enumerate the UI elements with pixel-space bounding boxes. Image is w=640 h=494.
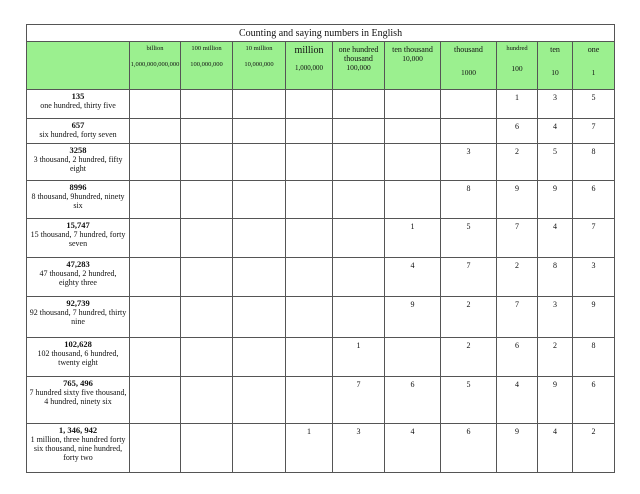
digit-cell: 3 <box>538 90 573 119</box>
digit-cell: 3 <box>441 144 497 181</box>
digit-cell <box>181 297 233 338</box>
row-label <box>27 424 130 473</box>
digit-cell <box>385 338 441 377</box>
digit-cell: 8 <box>538 258 573 297</box>
header-hundred: hundred 100 <box>497 42 538 90</box>
digit-cell <box>130 424 181 473</box>
digit-cell: 7 <box>573 219 615 258</box>
row-words: 7 hundred sixty five thousand, 4 hundred, ninety six <box>29 388 127 406</box>
digit-cell <box>333 297 385 338</box>
row-number: 135 <box>71 91 85 101</box>
digit-cell <box>233 219 286 258</box>
row-label <box>27 90 130 119</box>
digit-cell: 4 <box>538 219 573 258</box>
digit-cell: 6 <box>573 377 615 424</box>
digit-cell: 2 <box>573 424 615 473</box>
table-row <box>27 90 615 119</box>
row-words: six hundred, forty seven <box>39 130 117 139</box>
digit-cell <box>181 181 233 219</box>
row-label <box>27 297 130 338</box>
table-row <box>27 181 615 219</box>
table-row <box>27 377 615 424</box>
digit-cell <box>385 90 441 119</box>
digit-cell: 8 <box>573 338 615 377</box>
digit-cell <box>130 119 181 144</box>
digit-cell: 6 <box>497 338 538 377</box>
digit-cell: 1 <box>333 338 385 377</box>
digit-cell: 4 <box>538 119 573 144</box>
digit-cell: 1 <box>385 219 441 258</box>
header-thousand: thousand 1000 <box>441 42 497 90</box>
digit-cell: 9 <box>538 181 573 219</box>
digit-cell: 1 <box>286 424 333 473</box>
digit-cell: 7 <box>441 258 497 297</box>
digit-cell <box>233 144 286 181</box>
numbers-table <box>26 24 615 473</box>
table-row <box>27 144 615 181</box>
digit-cell <box>286 297 333 338</box>
digit-cell: 1 <box>497 90 538 119</box>
digit-cell <box>181 338 233 377</box>
digit-cell: 9 <box>385 297 441 338</box>
digit-cell <box>181 219 233 258</box>
digit-cell <box>333 219 385 258</box>
digit-cell: 5 <box>538 144 573 181</box>
digit-cell <box>233 181 286 219</box>
digit-cell <box>286 377 333 424</box>
digit-cell: 4 <box>497 377 538 424</box>
digit-cell: 6 <box>441 424 497 473</box>
digit-cell: 7 <box>573 119 615 144</box>
digit-cell <box>181 377 233 424</box>
row-words: 92 thousand, 7 hundred, thirty nine <box>29 308 127 326</box>
digit-cell: 9 <box>573 297 615 338</box>
digit-cell <box>286 338 333 377</box>
digit-cell <box>385 144 441 181</box>
row-label <box>27 338 130 377</box>
header-empty <box>27 42 130 90</box>
row-words: 47 thousand, 2 hundred, eighty three <box>39 269 117 287</box>
table-row <box>27 258 615 297</box>
digit-cell <box>130 377 181 424</box>
row-number: 15,747 <box>66 220 90 230</box>
digit-cell: 5 <box>573 90 615 119</box>
digit-cell: 4 <box>385 258 441 297</box>
digit-cell <box>130 181 181 219</box>
digit-cell <box>233 90 286 119</box>
digit-cell <box>130 90 181 119</box>
row-label <box>27 119 130 144</box>
digit-cell <box>181 119 233 144</box>
row-label <box>27 377 130 424</box>
digit-cell <box>233 297 286 338</box>
digit-cell: 6 <box>497 119 538 144</box>
row-label <box>27 144 130 181</box>
digit-cell <box>441 90 497 119</box>
digit-cell <box>233 119 286 144</box>
digit-cell <box>333 258 385 297</box>
header-one: one 1 <box>573 42 615 90</box>
digit-cell: 3 <box>333 424 385 473</box>
digit-cell: 7 <box>333 377 385 424</box>
digit-cell: 2 <box>538 338 573 377</box>
row-number: 657 <box>71 120 85 130</box>
digit-cell: 5 <box>441 377 497 424</box>
table-row <box>27 338 615 377</box>
row-words: 1 million, three hundred forty six thousand, nine hundred, forty two <box>30 435 126 462</box>
row-words: 3 thousand, 2 hundred, fifty eight <box>33 155 123 173</box>
digit-cell <box>233 377 286 424</box>
digit-cell <box>233 338 286 377</box>
table-row <box>27 119 615 144</box>
digit-cell <box>286 144 333 181</box>
row-label <box>27 181 130 219</box>
digit-cell <box>130 338 181 377</box>
row-number: 47,283 <box>66 259 90 269</box>
digit-cell <box>233 258 286 297</box>
row-words: 8 thousand, 9hundred, ninety six <box>31 192 125 210</box>
digit-cell <box>333 119 385 144</box>
digit-cell <box>385 181 441 219</box>
header-100-million: 100 million 100,000,000 <box>181 42 233 90</box>
row-number: 3258 <box>69 145 87 155</box>
row-words: 102 thousand, 6 hundred, twenty eight <box>37 349 119 367</box>
digit-cell: 4 <box>385 424 441 473</box>
table-row <box>27 424 615 473</box>
digit-cell <box>181 144 233 181</box>
digit-cell <box>441 119 497 144</box>
row-number: 765, 496 <box>63 378 93 388</box>
row-number: 92,739 <box>66 298 90 308</box>
digit-cell <box>286 119 333 144</box>
digit-cell: 2 <box>497 258 538 297</box>
digit-cell: 9 <box>497 424 538 473</box>
row-number: 8996 <box>69 182 87 192</box>
digit-cell: 7 <box>497 219 538 258</box>
digit-cell <box>130 219 181 258</box>
digit-cell <box>181 90 233 119</box>
header-billion: billion 1,000,000,000,000 <box>130 42 181 90</box>
digit-cell <box>181 258 233 297</box>
digit-cell: 4 <box>538 424 573 473</box>
digit-cell <box>286 90 333 119</box>
digit-cell <box>130 144 181 181</box>
row-number: 102,628 <box>64 339 92 349</box>
digit-cell: 6 <box>573 181 615 219</box>
digit-cell <box>333 181 385 219</box>
digit-cell: 3 <box>538 297 573 338</box>
digit-cell <box>130 258 181 297</box>
digit-cell: 9 <box>538 377 573 424</box>
digit-cell <box>286 181 333 219</box>
digit-cell: 9 <box>497 181 538 219</box>
digit-cell <box>286 219 333 258</box>
digit-cell <box>130 297 181 338</box>
digit-cell: 2 <box>441 338 497 377</box>
header-hundred-thousand: one hundred thousand 100,000 <box>333 42 385 90</box>
header-row <box>27 42 615 90</box>
digit-cell: 5 <box>441 219 497 258</box>
row-words: one hundred, thirty five <box>40 101 116 110</box>
row-words: 15 thousand, 7 hundred, forty seven <box>30 230 126 248</box>
digit-cell <box>333 144 385 181</box>
digit-cell <box>233 424 286 473</box>
digit-cell: 8 <box>573 144 615 181</box>
digit-cell <box>385 119 441 144</box>
digit-cell: 3 <box>573 258 615 297</box>
header-10-million: 10 million 10,000,000 <box>233 42 286 90</box>
digit-cell: 7 <box>497 297 538 338</box>
digit-cell: 2 <box>441 297 497 338</box>
row-label <box>27 258 130 297</box>
digit-cell: 2 <box>497 144 538 181</box>
header-ten: ten 10 <box>538 42 573 90</box>
digit-cell <box>286 258 333 297</box>
table-row <box>27 219 615 258</box>
digit-cell: 8 <box>441 181 497 219</box>
row-number: 1, 346, 942 <box>58 425 98 435</box>
table-row <box>27 297 615 338</box>
row-label <box>27 219 130 258</box>
header-ten-thousand: ten thousand 10,000 <box>385 42 441 90</box>
table-title: Counting and saying numbers in English <box>27 25 615 42</box>
digit-cell: 6 <box>385 377 441 424</box>
digit-cell <box>181 424 233 473</box>
header-million: million 1,000,000 <box>286 42 333 90</box>
digit-cell <box>333 90 385 119</box>
